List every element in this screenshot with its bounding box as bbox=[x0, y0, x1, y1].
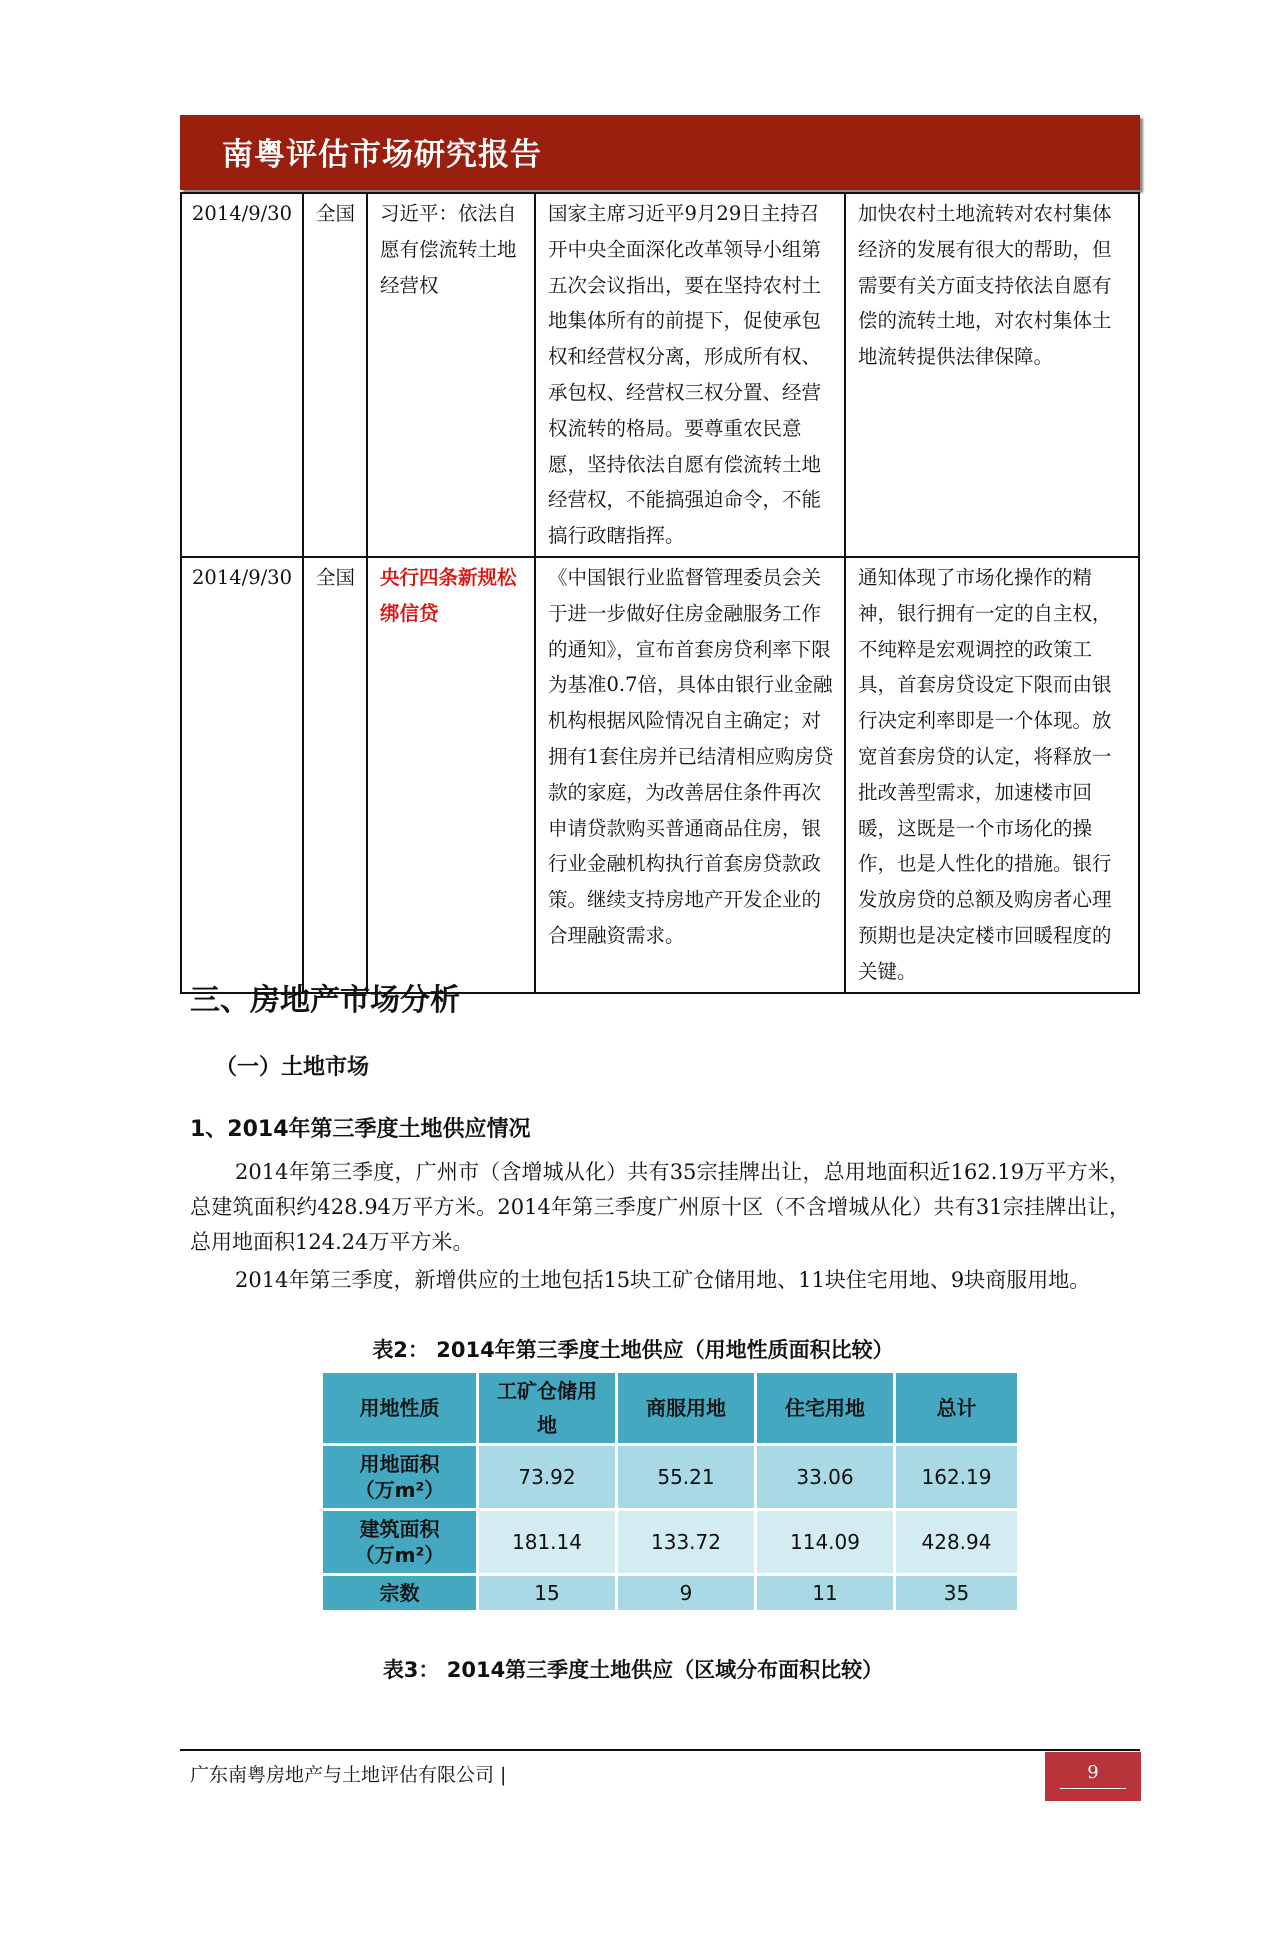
table-header-row bbox=[322, 1372, 1019, 1445]
footer-company: 广东南粤房地产与土地评估有限公司 | bbox=[190, 1764, 507, 1786]
table-cell: 133.72 bbox=[617, 1510, 756, 1575]
table-cell: 33.06 bbox=[756, 1445, 895, 1510]
column-header bbox=[478, 1372, 617, 1445]
table-cell: 181.14 bbox=[478, 1510, 617, 1575]
table-row bbox=[322, 1510, 1019, 1575]
paragraph-1: 2014年第三季度，广州市（含增城从化）共有35宗挂牌出让，总用地面积近162.19万平方米，总建筑面积约428.94万平方米。2014年第三季度广州原十区（不含增城从化）共有31宗挂牌出让，总用地面积124.24万平方米。 bbox=[190, 1160, 1130, 1254]
table-cell: 162.19 bbox=[895, 1445, 1019, 1510]
land-supply-table bbox=[320, 1370, 1020, 1613]
news-content: 国家主席习近平9月29日主持召开中央全面深化改革领导小组第五次会议指出，要在坚持农村土地集体所有的前提下，促使承包权和经营权分离，形成所有权、承包权、经营权三权分置、经营权流转的格局。要尊重农民意愿，坚持依法自愿有偿流转土地经营权，不能搞强迫命令，不能搞行政瞎指挥。 bbox=[535, 193, 845, 557]
table-cell: 35 bbox=[895, 1575, 1019, 1612]
news-comment: 加快农村土地流转对农村集体经济的发展有很大的帮助，但需要有关方面支持依法自愿有偿的流转土地，对农村集体土地流转提供法律保障。 bbox=[845, 193, 1139, 557]
column-header: 用地性质 bbox=[322, 1372, 478, 1445]
page-number-box bbox=[1045, 1752, 1141, 1801]
row-header: 宗数 bbox=[322, 1575, 478, 1612]
column-header: 总计 bbox=[895, 1372, 1019, 1445]
paragraph-2: 2014年第三季度，新增供应的土地包括15块工矿仓储用地、11块住宅用地、9块商服用地。 bbox=[235, 1268, 1091, 1292]
report-header-bar bbox=[180, 115, 1140, 190]
news-date: 2014/9/30 bbox=[181, 557, 303, 993]
table-cell: 9 bbox=[617, 1575, 756, 1612]
report-title: 南粤评估市场研究报告 bbox=[222, 137, 542, 173]
column-header: 商服用地 bbox=[617, 1372, 756, 1445]
table-cell: 15 bbox=[478, 1575, 617, 1612]
table2-caption: 表2： 2014年第三季度土地供应（用地性质面积比较） bbox=[372, 1338, 894, 1362]
table-cell: 11 bbox=[756, 1575, 895, 1612]
news-date: 2014/9/30 bbox=[181, 193, 303, 557]
table-row bbox=[181, 193, 1139, 557]
table-cell: 428.94 bbox=[895, 1510, 1019, 1575]
table-row bbox=[181, 557, 1139, 993]
table-cell: 55.21 bbox=[617, 1445, 756, 1510]
page-number: 9 bbox=[1087, 1762, 1099, 1783]
news-region: 全国 bbox=[303, 193, 367, 557]
page-number-underline bbox=[1060, 1788, 1126, 1789]
row-header bbox=[322, 1510, 478, 1575]
table-cell: 114.09 bbox=[756, 1510, 895, 1575]
row-header bbox=[322, 1445, 478, 1510]
table-row bbox=[322, 1575, 1019, 1612]
news-comment: 通知体现了市场化操作的精神，银行拥有一定的自主权，不纯粹是宏观调控的政策工具，首套房贷设定下限而由银行决定利率即是一个体现。放宽首套房贷的认定，将释放一批改善型需求，加速楼市回暖，这既是一个市场化的操作，也是人性化的措施。银行发放房贷的总额及购房者心理预期也是决定楼市回暖程度的关键。 bbox=[845, 557, 1139, 993]
column-header: 住宅用地 bbox=[756, 1372, 895, 1445]
news-title: 央行四条新规松绑信贷 bbox=[367, 557, 535, 993]
row-header-unit: （万m²） bbox=[354, 1478, 445, 1502]
news-content: 《中国银行业监督管理委员会关于进一步做好住房金融服务工作的通知》，宣布首套房贷利率下限为基准0.7倍，具体由银行业金融机构根据风险情况自主确定；对拥有1套住房并已结清相应购房贷款的家庭，为改善居住条件再次申请贷款购买普通商品住房，银行业金融机构执行首套房贷款政策。继续支持房地产开发企业的合理融资需求。 bbox=[535, 557, 845, 993]
footer-divider bbox=[180, 1749, 1140, 1751]
subsection-heading: （一）土地市场 bbox=[215, 1055, 370, 1080]
news-title: 习近平：依法自愿有偿流转土地经营权 bbox=[367, 193, 535, 557]
table-row bbox=[322, 1445, 1019, 1510]
row-header-line: 建筑面积 bbox=[359, 1517, 440, 1541]
section-heading: 三、房地产市场分析 bbox=[190, 983, 460, 1018]
column-header-text: 工矿仓储用地 bbox=[497, 1379, 597, 1437]
table3-caption: 表3： 2014第三季度土地供应（区域分布面积比较） bbox=[382, 1658, 884, 1682]
row-header-unit: （万m²） bbox=[354, 1543, 445, 1567]
news-table bbox=[180, 192, 1140, 994]
table-cell: 73.92 bbox=[478, 1445, 617, 1510]
row-header-line: 用地面积 bbox=[359, 1452, 440, 1476]
subsubsection-heading: 1、2014年第三季度土地供应情况 bbox=[190, 1117, 531, 1142]
news-region: 全国 bbox=[303, 557, 367, 993]
